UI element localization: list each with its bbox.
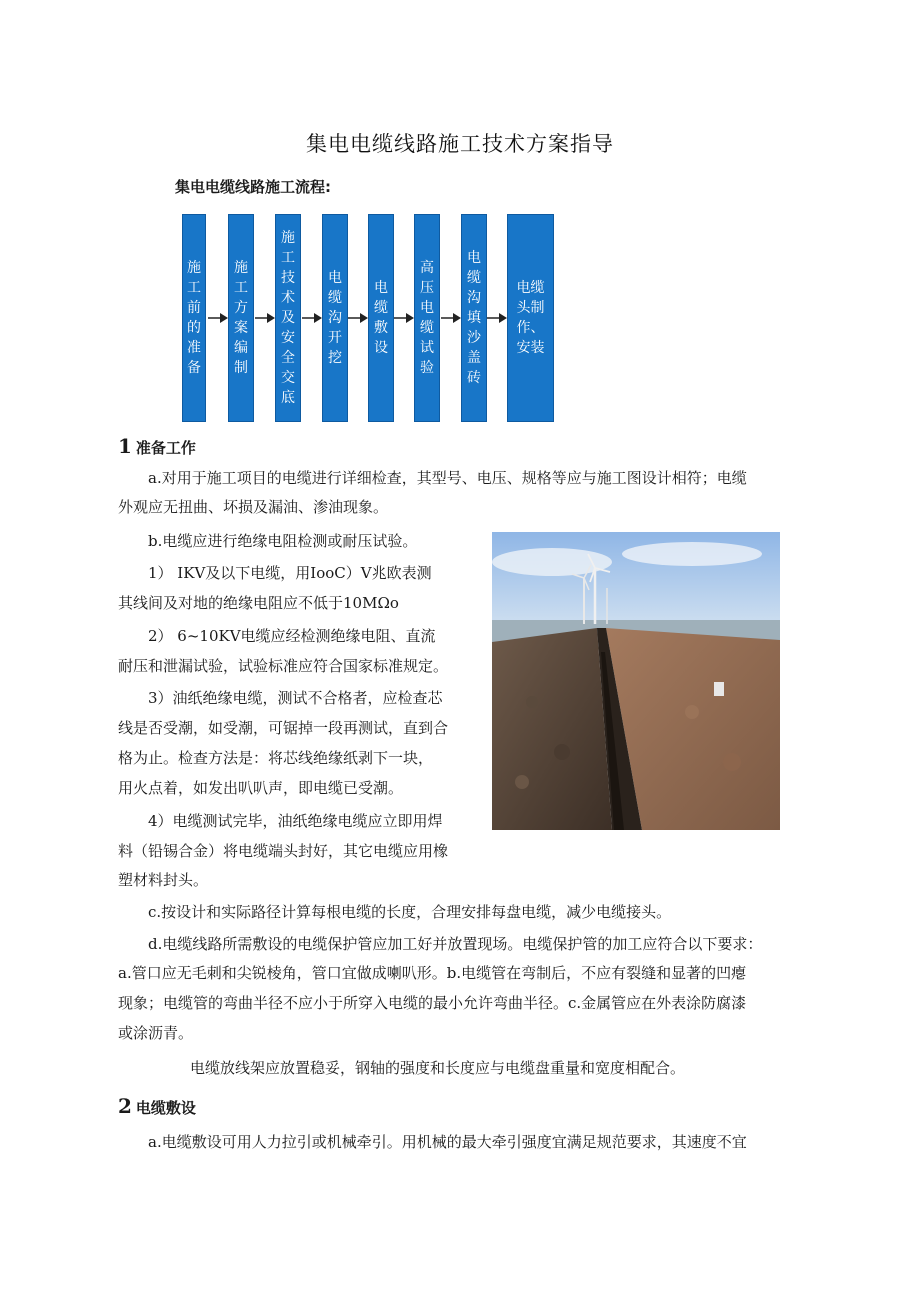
item-b3-line4: 用火点着，如发出叭叭声，即电缆已受潮。 xyxy=(118,779,404,797)
arrow-right-icon xyxy=(255,312,275,324)
flow-chart xyxy=(182,214,554,422)
paragraph-e: 电缆放线架应放置稳妥，钢轴的强度和长度应与电缆盘重量和宽度相配合。 xyxy=(190,1059,686,1077)
item-b2-line1: 2） 6~10KV电缆应经检测绝缘电阻、直流 xyxy=(148,627,436,645)
item-b4-line3: 塑材料封头。 xyxy=(118,871,209,889)
section-2-paragraph-a: a.电缆敷设可用人力拉引或机械牵引。用机械的最大牵引强度宜满足规范要求，其速度不宜 xyxy=(148,1133,747,1151)
paragraph-b: b.电缆应进行绝缘电阻检测或耐压试验。 xyxy=(148,532,418,550)
cable-trench-photo xyxy=(492,532,780,830)
flow-title: 集电电缆线路施工流程: xyxy=(175,178,331,196)
flow-step-7: 电缆沟填沙盖砖 xyxy=(461,214,487,422)
flow-step-1: 施工前的准备 xyxy=(182,214,206,422)
item-b2-line2: 耐压和泄漏试验，试验标准应符合国家标准规定。 xyxy=(118,657,449,675)
paragraph-d-line1: d.电缆线路所需敷设的电缆保护管应加工好并放置现场。电缆保护管的加工应符合以下要求： xyxy=(148,935,763,953)
arrow-right-icon xyxy=(441,312,461,324)
arrow-right-icon xyxy=(348,312,368,324)
paragraph-a-line1: a.对用于施工项目的电缆进行详细检查，其型号、电压、规格等应与施工图设计相符；电缆 xyxy=(148,469,747,487)
arrow-right-icon xyxy=(394,312,414,324)
flow-step-4: 电缆沟开挖 xyxy=(322,214,348,422)
flow-step-2: 施工方案编制 xyxy=(228,214,254,422)
paragraph-a-line2: 外观应无扭曲、坏损及漏油、渗油现象。 xyxy=(118,498,389,516)
flow-step-3: 施工技术及安全交底 xyxy=(275,214,301,422)
item-b4-line2: 料（铅锡合金）将电缆端头封好，其它电缆应用橡 xyxy=(118,842,449,860)
paragraph-d-line3: 现象；电缆管的弯曲半径不应小于所穿入电缆的最小允许弯曲半径。c.金属管应在外表涂防腐漆 xyxy=(118,994,747,1012)
paragraph-d-line4: 或涂沥青。 xyxy=(118,1024,194,1042)
item-b4-line1: 4）电缆测试完毕，油纸绝缘电缆应立即用焊 xyxy=(148,812,443,830)
item-b3-line1: 3）油纸绝缘电缆，测试不合格者，应检查芯 xyxy=(148,689,443,707)
arrow-right-icon xyxy=(487,312,507,324)
arrow-right-icon xyxy=(208,312,228,324)
section-2-heading: 2 电缆敷设 xyxy=(118,1094,196,1118)
flow-step-8: 电缆头制作、安装 xyxy=(507,214,554,422)
item-b3-line2: 线是否受潮，如受潮，可锯掉一段再测试，直到合 xyxy=(118,719,449,737)
item-b3-line3: 格为止。检查方法是：将芯线绝缘纸剥下一块， xyxy=(118,749,434,767)
flow-step-6: 高压电缆试验 xyxy=(414,214,440,422)
item-b1-line1: 1） IKV及以下电缆，用IooC）V兆欧表测 xyxy=(148,564,432,582)
arrow-right-icon xyxy=(302,312,322,324)
flow-step-5: 电缆敷设 xyxy=(368,214,394,422)
page-title: 集电电缆线路施工技术方案指导 xyxy=(306,132,614,156)
item-b1-line2: 其线间及对地的绝缘电阻应不低于10MΩo xyxy=(118,594,399,612)
section-1-heading: 1 准备工作 xyxy=(118,434,196,458)
paragraph-d-line2: a.管口应无毛刺和尖锐棱角，管口宜做成喇叭形。b.电缆管在弯制后，不应有裂缝和显著的凹瘪 xyxy=(118,964,747,982)
paragraph-c: c.按设计和实际路径计算每根电缆的长度，合理安排每盘电缆，减少电缆接头。 xyxy=(148,903,672,921)
